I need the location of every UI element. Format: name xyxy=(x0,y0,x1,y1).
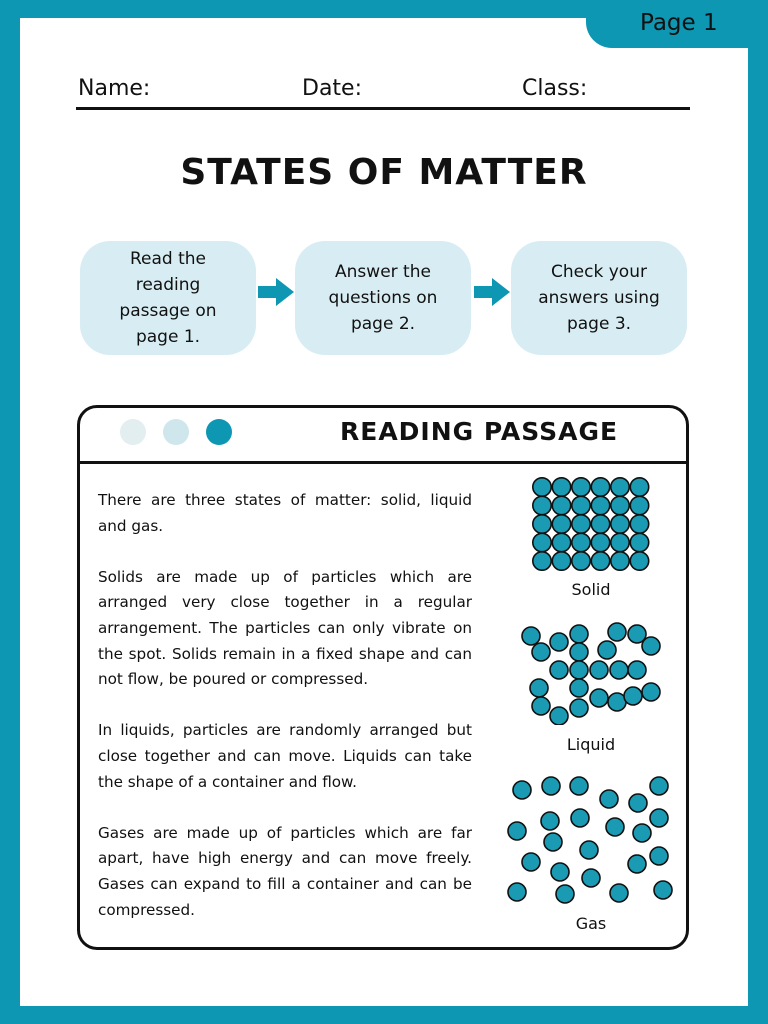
window-dot-icon xyxy=(206,419,232,445)
passage-paragraph: Gases are made up of particles which are far apart, have high energy and can move freely. Gases can expand to fill a container and can be compressed. xyxy=(98,823,472,919)
arrow-right-icon xyxy=(474,276,510,308)
date-label: Date: xyxy=(302,76,362,101)
step-check: Check your answers using page 3. xyxy=(511,241,687,355)
passage-paragraph: There are three states of matter: solid, liquid and gas. xyxy=(98,491,472,535)
panel-header-divider xyxy=(77,461,689,464)
gas-particles-icon xyxy=(505,772,680,908)
reading-passage-title: READING PASSAGE xyxy=(340,417,619,446)
window-dot-icon xyxy=(120,419,146,445)
window-dot-icon xyxy=(163,419,189,445)
step-answer: Answer the questions on page 2. xyxy=(295,241,471,355)
passage-paragraph: Solids are made up of particles which are arranged very close together in a regular arrangement. The particles can only vibrate on the spot. Solids remain in a fixed shape and can not flow, be poured or compressed. xyxy=(98,567,472,689)
liquid-label: Liquid xyxy=(566,735,616,754)
page-number: Page 1 xyxy=(640,10,718,36)
page-title: STATES OF MATTER xyxy=(180,152,588,193)
liquid-particles-icon xyxy=(515,620,665,725)
class-label: Class: xyxy=(522,76,588,101)
solid-particles-icon xyxy=(530,475,655,573)
step-read: Read the reading passage on page 1. xyxy=(80,241,256,355)
arrow-right-icon xyxy=(258,276,294,308)
name-label: Name: xyxy=(78,76,151,101)
solid-label: Solid xyxy=(571,580,611,599)
passage-text xyxy=(98,488,472,949)
gas-label: Gas xyxy=(575,914,607,933)
header-rule xyxy=(76,107,690,110)
passage-paragraph: In liquids, particles are randomly arranged but close together and can move. Liquids can take the shape of a container and flow. xyxy=(98,721,472,791)
